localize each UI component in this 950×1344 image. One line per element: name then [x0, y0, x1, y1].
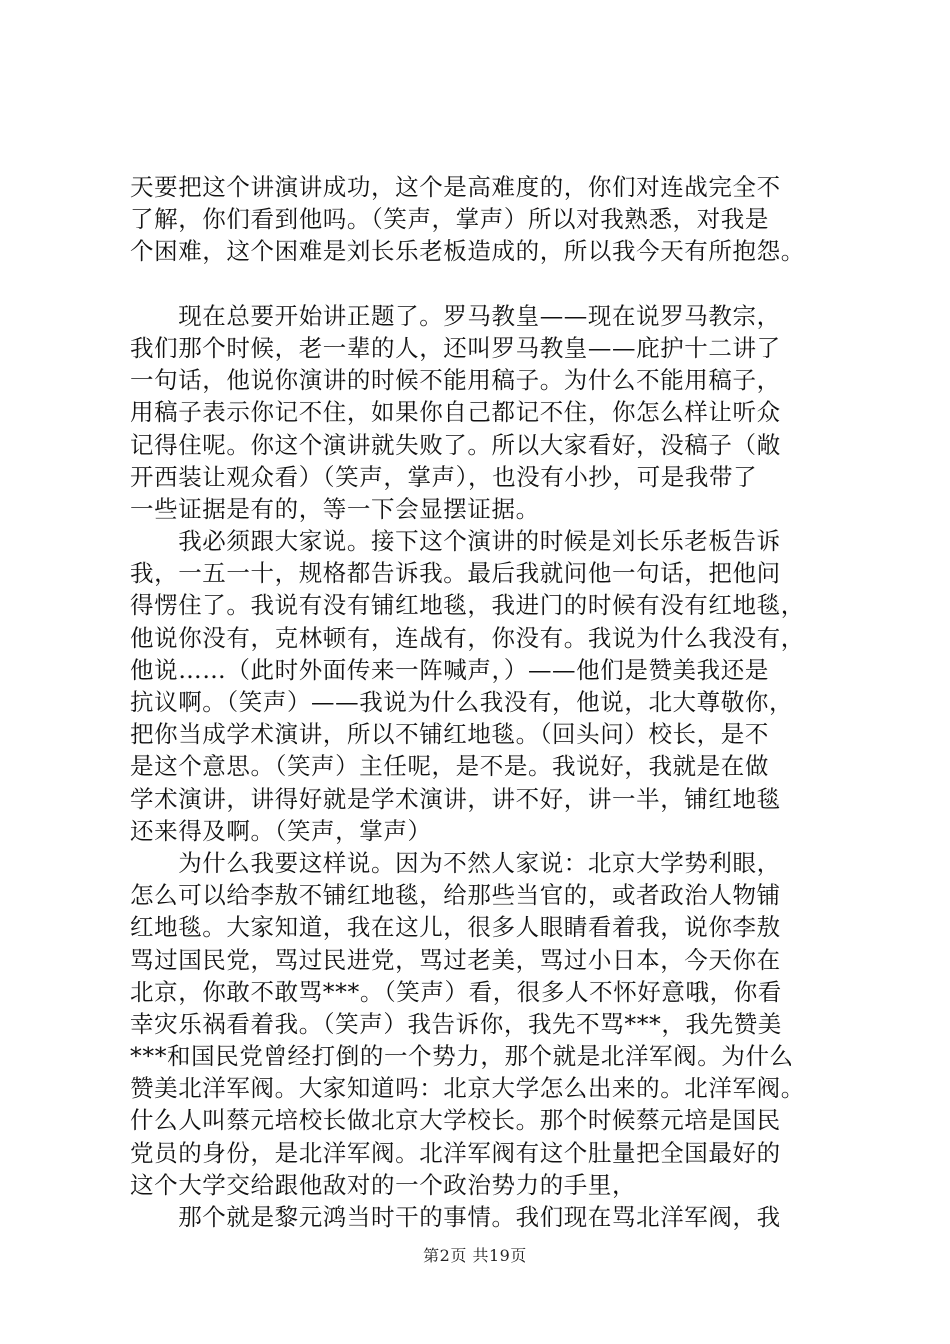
text-line: 是这个意思。（笑声）主任呢，是不是。我说好，我就是在做: [130, 752, 769, 781]
text-line: 抗议啊。（笑声）——我说为什么我没有，他说，北大尊敬你，: [130, 688, 794, 716]
text-line: 把你当成学术演讲，所以不铺红地毯。（回头问）校长，是不: [130, 720, 769, 749]
text-line: 党员的身份，是北洋军阀。北洋军阀有这个肚量把全国最好的: [130, 1138, 781, 1167]
text-line: 得愣住了。我说有没有铺红地毯，我进门的时候有没有红地毯，: [130, 591, 805, 620]
text-line: 记得住呢。你这个演讲就失败了。所以大家看好，没稿子（敞: [130, 430, 781, 459]
text-line: 个困难，这个困难是刘长乐老板造成的，所以我今天有所抱怨。: [130, 237, 805, 266]
text-line: 他说你没有，克林顿有，连战有，你没有。我说为什么我没有，: [130, 623, 805, 652]
paragraph-gap: [130, 268, 840, 300]
text-line: 赞美北洋军阀。大家知道吗：北京大学怎么出来的。北洋军阀。: [130, 1074, 805, 1103]
text-line: 怎么可以给李敖不铺红地毯，给那些当官的，或者政治人物铺: [130, 881, 781, 910]
text-line: 用稿子表示你记不住，如果你自己都记不住，你怎么样让听众: [130, 398, 781, 427]
text-line: 他说……（此时外面传来一阵喊声，）——他们是赞美我还是: [130, 655, 769, 684]
text-line: 为什么我要这样说。因为不然人家说：北京大学势利眼，: [130, 848, 781, 877]
text-line: 学术演讲，讲得好就是学术演讲，讲不好，讲一半，铺红地毯: [130, 784, 781, 813]
text-line: 什么人叫蔡元培校长做北京大学校长。那个时候蔡元培是国民: [130, 1106, 781, 1135]
text-line: 我必须跟大家说。接下这个演讲的时候是刘长乐老板告诉: [130, 527, 781, 556]
text-line: 还来得及啊。（笑声，掌声）: [130, 816, 432, 845]
page-footer: 第2页 共19页: [423, 1246, 527, 1265]
text-line: 我们那个时候，老一辈的人，还叫罗马教皇——庇护十二讲了: [130, 333, 781, 362]
text-line: 那个就是黎元鸿当时干的事情。我们现在骂北洋军阀，我: [130, 1203, 781, 1231]
text-line: 这个大学交给跟他敌对的一个政治势力的手里，: [130, 1170, 637, 1199]
text-line: 红地毯。大家知道，我在这儿，很多人眼睛看着我，说你李敖: [130, 913, 781, 942]
text-line: 骂过国民党，骂过民进党，骂过老美，骂过小日本，今天你在: [130, 945, 781, 974]
text-line: 一些证据是有的，等一下会显摆证据。: [130, 494, 540, 523]
text-line: 开西装让观众看）（笑声，掌声），也没有小抄，可是我带了: [130, 462, 758, 491]
text-line: ***和国民党曾经打倒的一个势力，那个就是北洋军阀。为什么: [130, 1042, 794, 1071]
text-line: 幸灾乐祸看着我。（笑声）我告诉你，我先不骂***，我先赞美: [130, 1009, 782, 1038]
text-line: 了解，你们看到他吗。（笑声，掌声）所以对我熟悉，对我是: [130, 205, 769, 234]
text-line: 我，一五一十，规格都告诉我。最后我就问他一句话，把他问: [130, 559, 781, 588]
text-line: 现在总要开始讲正题了。罗马教皇——现在说罗马教宗，: [130, 301, 781, 330]
text-line: 天要把这个讲演讲成功，这个是高难度的，你们对连战完全不: [130, 173, 781, 201]
body-text: [130, 171, 840, 1233]
text-line: 一句话，他说你演讲的时候不能用稿子。为什么不能用稿子，: [130, 366, 781, 395]
text-line: 北京，你敢不敢骂***。（笑声）看，很多人不怀好意哦，你看: [130, 977, 782, 1006]
